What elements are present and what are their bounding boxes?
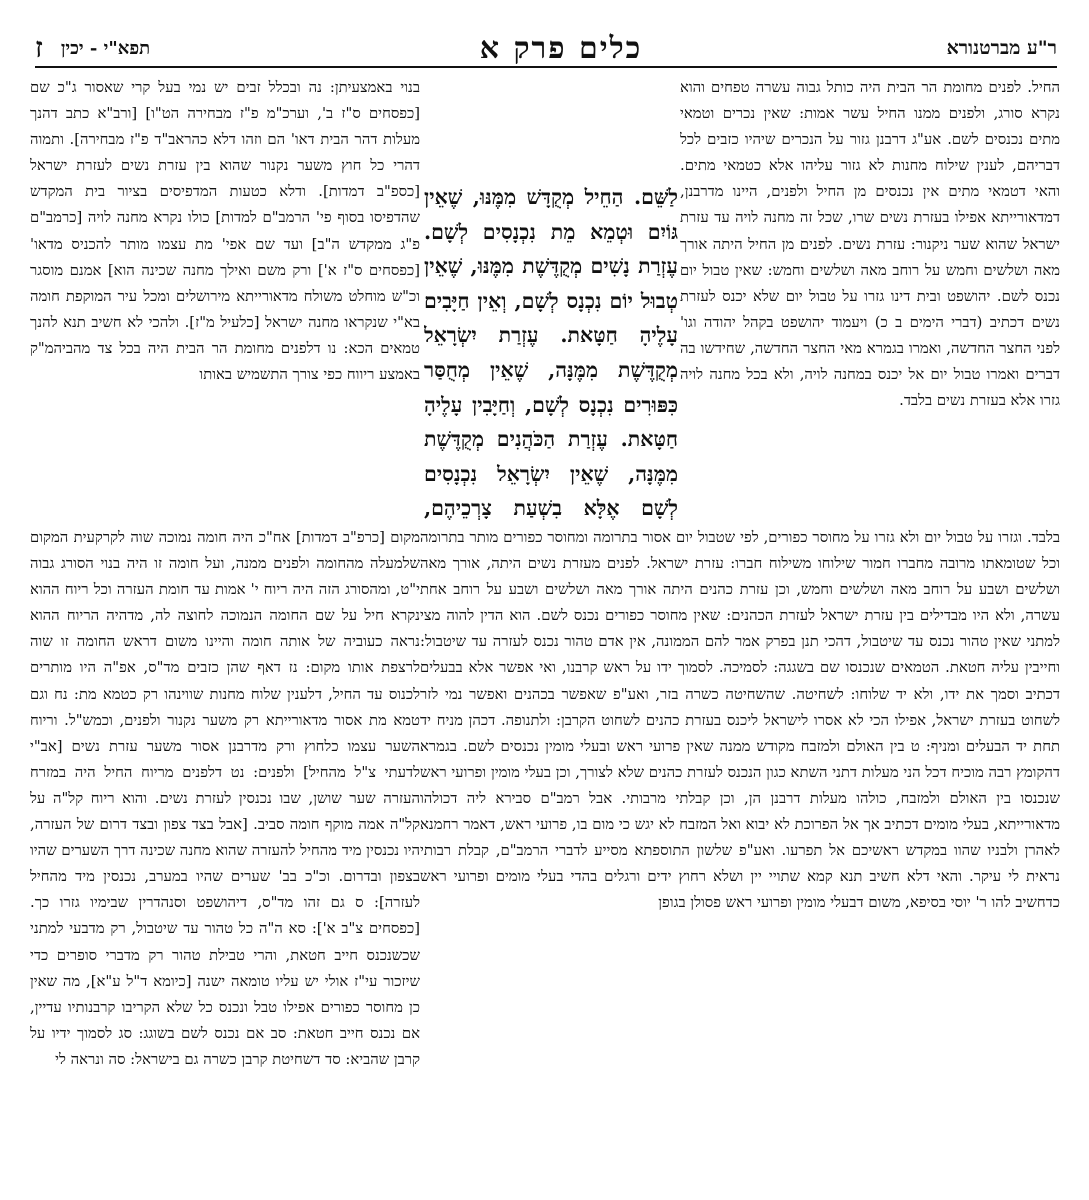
commentator-heading: ר"ע מברטנורא [946, 36, 1057, 59]
bartenura-commentary-bottom [420, 525, 1060, 1175]
yachin-text-bottom: מקום [כרפ"ב דמדות] אח"כ היה חומה נמוכה שוה לקרקעית המקום שלמעלה מהחומה ולפנים ממנה, ועל חומה זו היה בנוי הסורג גבוה י"ט, ומהסורג הזה היה ריוח י' אמות עד חומת העזרה וכל ריוח ההוא נקרא חיל על שם החומה הנמוכה לחוצה לה, מדהיה הריוח ההוא נראה כעוביה של אותה חומה והיינו משום דראש החומה זו שוה לרצפת אותו מקום: נז דאף שהן כזבים מד"ס, אפ"ה היו מותרים לכנוס עד החיל, דלענין שלוח מחנות שווינהו רק כטמא מת: נח וגם טמא מת אסור מדאורייתא רק משער נקנור ולפנים, וכמש"ל. וריוח השער עצמו כלחוץ ורק מדרבנן אסור משער עזרת נשים [אב"י לדעתי צ"ל מהחיל] ולפנים: נט דלפנים מריוח החיל היה במזרח העזרה שער שושן, שבו נכנסין לעזרת נשים. והוא ריוח קל"ה על קל"ה אמה מוקף חומה סביב. [אבל בצד צפון ובצד דרום של העזרה, היו נכנסין מיד מהחיל להעזרה שהוא מחנה שכינה דרך השערים שהיו בצפון ובדרום. וכ"כ בב' שערים שהיו במערב, נכנסין מיד מהחיל לעזרה]: ס גם זהו מד"ס, דיהושפט וסנהדרין שבימיו גזרו כך. [כפסחים צ"ב א']: סא ה"ה כל טהור עד שיטבול, רק מדבעי למתני שכשנכנס חייב חטאת, והרי טבילת טהור רק מדברי סופרים כדי שיזכור עי"ז אולי יש עליו טומאה ישנה [כיומא ד"ל ע"א], מה שאין כן מחוסר כפורים אפילו טבל ונכנס כל שלא הקריבו קרבנותיו עדיין, אם נכנס חייב חטאת: סב אם נכנס לשם בשוגג: סג לסמוך ידיו על קרבן שהביא: סד דשחיטת קרבן כשרה גם בישראל: סה ונראה לי [30, 529, 420, 1068]
bartenura-text-bottom: בלבד. וגזרו על טבול יום ולא גזרו על מחוסר כפורים, לפי שטבול יום אסור בתרומה ומחוסר כפורים מותר בתרומה וכל שטומאתו מרובה מחברו חמור שילוחו משילוח חברו: עזרת ישראל. לפנים מעזרת נשים היתה, אורך מאה ושלשים ושבע על רוחב מאה ושלשים וחמש, וכן עזרת כהנים היתה אורך מאה ושלשים ושבע על רוחב אחת עשרה, ולא היו מבדילים בין עזרת ישראל לעזרת הכהנים: שאין מחוסר כפורים נכנס לשם. הוא הדין להוה מצי למתני שאין טהור נכנס עד שיטבול, דהכי תנן בפרק אמר להם הממונה, אין אדם טהור נכנס לעזרה עד שיטבול: וחייבין עליה חטאת. הטמאים שנכנסו שם בשגגה: לסמיכה. לסמוך ידו על ראש קרבנו, ואי אפשר אלא בבעלים דכתיב וסמך את ידו, ולא יד שלוחו: לשחיטה. שהשחיטה כשרה בזר, ואע"פ שאפשר בכהנים ואפשר נמי לזר לשחוט בעזרת ישראל, אפילו הכי לא אסרו לישראל ליכנס בעזרת כהנים לשחוט הקרבן: ולתנופה. דכהן מניח יד תחת יד הבעלים ומניף: ט בין האולם ולמזבח מקודש ממנה שאין פרועי ראש ובעלי מומין נכנסים לשם. בגמרא דהקומץ רבה מוכיח דכל הני מעלות דתני השתא כגון הנכנס לעזרת כהנים שלא לצורך, וכן בעלי מומין ופרועי ראש שנכנסו בין האולם ולמזבח, כולהו מעלות דרבנן הן, וכן קבלתי מרבותי. אבל רמב"ם סבירא ליה דכולהו מדאורייתא, בעלי מומים דכתיב אך אל הפרוכת לא יבוא ואל המזבח לא יגש כי מום בו, פרועי ראש, דאמר רחמנא לאהרן ולבניו שהוו במקדש ראשיכם אל תפרעו. ואע"פ שלשון התוספתא מסייע לדברי הרמב"ם, קבלת רבותי נראית לי עיקר. והאי דלא חשיב תנא קמא שתויי יין ושלא רחוץ ידים ורגלים בהדי בעלי מומים ופרועי ראש כדחשיב להו ר' יוסי בסיפא, משום דבעלי מומין ופרועי ראש פסולן בגופן [420, 529, 1060, 912]
tractate-heading: כלים פרק א [479, 30, 643, 66]
yachin-commentary-top [30, 75, 420, 525]
yachin-commentary-bottom [30, 525, 420, 1175]
page-number: ז [35, 31, 43, 64]
page-header [35, 30, 1057, 68]
header-left-group [35, 31, 265, 65]
tiferet-yisrael-heading: תפא"י - יכין [60, 37, 151, 59]
bartenura-text-top: החיל. לפנים מחומת הר הבית היה כותל גבוה עשרה טפחים והוא נקרא סורג, ולפנים ממנו החיל עשר אמות: שאין נכרים וטמאי מתים נכנסים לשם. אע"ג דרבנן גזור על הנכרים שיהיו כזבים לכל דבריהם, לענין שילוח מחנות לא גזור עליהו אלא כטמאי מתים. והאי דטמאי מתים אין נכנסים מן החיל ולפנים, היינו מדרבנן, דמדאורייתא אפילו בעזרת נשים שרו, שכל זה מחנה לויה עד עזרת ישראל שהוא שער ניקנור: עזרת נשים. לפנים מן החיל היתה אורך מאה ושלשים וחמש על רוחב מאה ושלשים וחמש: שאין טבול יום נכנס לשם. יהושפט ובית דינו גזרו על טבול יום שלא יכנס לעזרת נשים דכתיב (דברי הימים ב כ) ויעמוד יהושפט בקהל יהודה וגו' לפני החצר החדשה, ואמרו בגמרא מאי החצר החדשה, שחידשו בה דברים ואמרו טבול יום אל יכנס במחנה לויה, ולא בכל מחנה לויה גזרו אלא בעזרת נשים בלבד. [680, 79, 1060, 410]
lower-commentary-area [30, 525, 1060, 1175]
mishnah-text: לַשֵּׁם. הַחֵיל מְקֻדָּשׁ מִמֶּנּוּ, שֶׁאֵין גּוֹיִם וּטְמֵא מֵת נִכְנָסִים לְשָׁם. עֶזְרַת נָשִׁים מְקֻדֶּשֶׁת מִמֶּנּוּ, שֶׁאֵין טְבוּל יוֹם נִכְנָס לְשָׁם, וְאֵין חַיָּבִים עָלֶיהָ חַטָּאת. עֶזְרַת יִשְׂרָאֵל מְקֻדֶּשֶׁת מִמֶּנָּה, שֶׁאֵין מְחֻסַּר כִּפּוּרִים נִכְנָס לְשָׁם, וְחַיָּבִין עָלֶיהָ חַטָּאת. עֶזְרַת הַכֹּהֲנִים מְקֻדֶּשֶׁת מִמֶּנָּה, שֶׁאֵין יִשְׂרָאֵל נִכְנָסִים לְשָׁם אֶלָּא בִשְׁעַת צָרְכֵיהֶם, [424, 185, 678, 520]
bartenura-commentary-top [680, 75, 1060, 525]
mishnah-text-block [424, 180, 678, 520]
yachin-text-top: בנוי באמצעיתן: נה ובכלל זבים יש נמי בעל קרי שאסור ג"כ שם [כפסחים ס"ז ב', וערכ"מ פ"ז מבחירה הט"ו] [ורב"א כתב דהנך מעלות דהר הבית דאו' הם וזהו דלא כהראב"ד פ"ז מבחירה]. ותמוה דהרי כל חוץ משער נקנור שהוא בין עזרת נשים לעזרת ישראל [כספ"ב דמדות]. ודלא כטעות המדפיסים בציור בית המקדש שהדפיסו בסוף פי' הרמב"ם למדות] כולו נקרא מחנה לויה [כרמב"ם פ"ג ממקדש ה"ב] ועד שם אפי' מת עצמו מותר להכניס מדאו' [כפסחים ס"ז א'] ורק משם ואילך מחנה שכינה הוא] אמנם מוסגר וכ"ש מוחלט משולח מדאורייתא מירושלים ומכל עיר המוקפת חומה בא"י שנקראו מחנה ישראל [כלעיל מ"ז]. ולהכי לא חשיב תנא להנך טמאים הכא: נו דלפנים מחומת הר הבית היה בכל צד מהביהמ"ק באמצע ריווח כפי צורך התשמיש באותו [30, 79, 420, 384]
